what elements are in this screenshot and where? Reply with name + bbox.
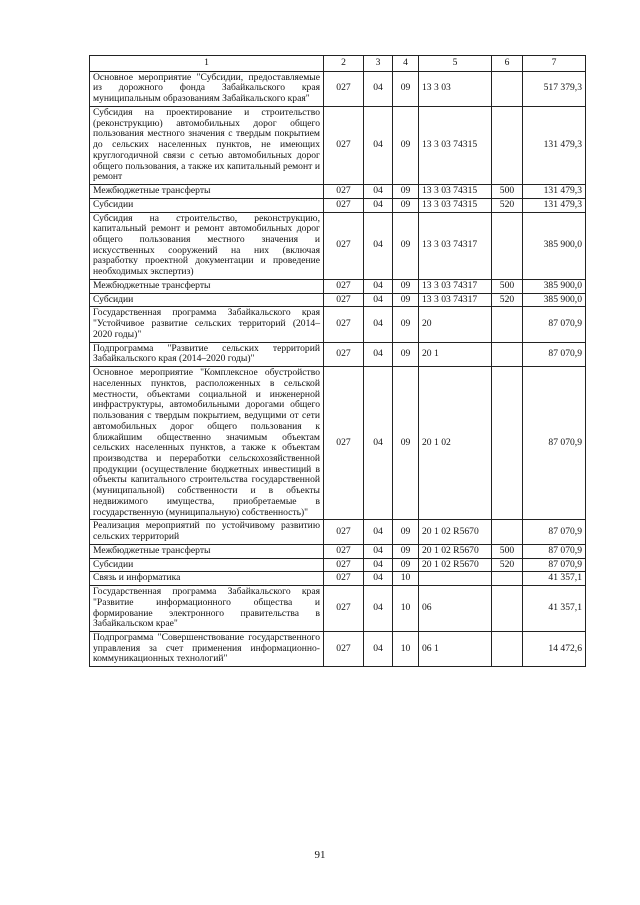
row-name-cell: Подпрограмма "Развитие сельских территорий Забайкальского края (2014–2020 годы)" (90, 342, 324, 366)
row-name-cell: Субсидии (90, 198, 324, 212)
column-header: 3 (364, 56, 393, 72)
row-name-cell: Субсидия на строительство, реконструкцию, капитальный ремонт и ремонт автомобильных дорог общего пользования местного значения и искусственных сооружений на них (включая разработку проектной документации и проведение необходимых экспертиз) (90, 212, 324, 279)
target-item-code-cell (419, 572, 492, 586)
table-header-row (90, 56, 586, 72)
subsection-code-cell: 09 (393, 307, 419, 342)
subsection-code-cell: 10 (393, 572, 419, 586)
row-name-cell: Связь и информатика (90, 572, 324, 586)
row-name-cell: Субсидии (90, 293, 324, 307)
budget-table (89, 55, 586, 667)
target-item-code-cell: 13 3 03 74315 (419, 198, 492, 212)
target-item-code-cell: 20 (419, 307, 492, 342)
amount-cell: 517 379,3 (523, 71, 586, 106)
column-header: 1 (90, 56, 324, 72)
amount-cell: 131 479,3 (523, 198, 586, 212)
section-code-cell: 04 (364, 572, 393, 586)
amount-cell: 385 900,0 (523, 212, 586, 279)
section-code-cell: 04 (364, 307, 393, 342)
subsection-code-cell: 10 (393, 631, 419, 666)
table-row (90, 520, 586, 544)
amount-cell: 87 070,9 (523, 342, 586, 366)
table-row (90, 544, 586, 558)
section-code-cell: 04 (364, 631, 393, 666)
target-item-code-cell: 13 3 03 74317 (419, 293, 492, 307)
table-row (90, 71, 586, 106)
expense-type-code-cell: 520 (492, 293, 523, 307)
grbs-code-cell: 027 (324, 558, 364, 572)
target-item-code-cell: 13 3 03 74317 (419, 212, 492, 279)
target-item-code-cell: 13 3 03 74317 (419, 279, 492, 293)
subsection-code-cell: 09 (393, 185, 419, 199)
table-row (90, 198, 586, 212)
subsection-code-cell: 09 (393, 342, 419, 366)
section-code-cell: 04 (364, 106, 393, 184)
grbs-code-cell: 027 (324, 279, 364, 293)
amount-cell: 87 070,9 (523, 544, 586, 558)
subsection-code-cell: 09 (393, 279, 419, 293)
amount-cell: 87 070,9 (523, 558, 586, 572)
grbs-code-cell: 027 (324, 586, 364, 632)
subsection-code-cell: 09 (393, 71, 419, 106)
table-row (90, 212, 586, 279)
row-name-cell: Основное мероприятие "Субсидии, предоставляемые из дорожного фонда Забайкальского края муниципальным образованиям Забайкальского края" (90, 71, 324, 106)
target-item-code-cell: 06 (419, 586, 492, 632)
row-name-cell: Государственная программа Забайкальского края "Устойчивое развитие сельских территорий (2014–2020 годы)" (90, 307, 324, 342)
amount-cell: 87 070,9 (523, 520, 586, 544)
section-code-cell: 04 (364, 185, 393, 199)
column-header: 7 (523, 56, 586, 72)
subsection-code-cell: 09 (393, 544, 419, 558)
expense-type-code-cell (492, 71, 523, 106)
row-name-cell: Основное мероприятие "Комплексное обустройство населенных пунктов, расположенных в сельской местности, объектами социальной и инженерной инфраструктуры, автомобильными дорогами общего пользования с твердым покрытием, ведущими от сети автомобильных дорог общего пользования к ближайшим общественно значимым объектам сельских населенных пунктов, а также к объектам производства и переработки сельскохозяйственной продукции (осуществление бюджетных инвестиций в объекты капитального строительства государственной (муниципальной) собственности и в объекты недвижимого имущества, приобретаемые в государственную (муниципальную) собственность)" (90, 367, 324, 520)
amount-cell: 385 900,0 (523, 293, 586, 307)
section-code-cell: 04 (364, 520, 393, 544)
subsection-code-cell: 09 (393, 293, 419, 307)
amount-cell: 87 070,9 (523, 367, 586, 520)
grbs-code-cell: 027 (324, 106, 364, 184)
section-code-cell: 04 (364, 342, 393, 366)
grbs-code-cell: 027 (324, 631, 364, 666)
table-row (90, 572, 586, 586)
section-code-cell: 04 (364, 198, 393, 212)
row-name-cell: Межбюджетные трансферты (90, 279, 324, 293)
amount-cell: 385 900,0 (523, 279, 586, 293)
table-row (90, 106, 586, 184)
section-code-cell: 04 (364, 212, 393, 279)
target-item-code-cell: 06 1 (419, 631, 492, 666)
page-number: 91 (314, 849, 326, 861)
expense-type-code-cell (492, 307, 523, 342)
table-row (90, 367, 586, 520)
expense-type-code-cell: 500 (492, 279, 523, 293)
grbs-code-cell: 027 (324, 198, 364, 212)
row-name-cell: Подпрограмма "Совершенствование государственного управления за счет применения информационно-коммуникационных технологий" (90, 631, 324, 666)
expense-type-code-cell (492, 342, 523, 366)
subsection-code-cell: 09 (393, 212, 419, 279)
section-code-cell: 04 (364, 558, 393, 572)
table-row (90, 558, 586, 572)
expense-type-code-cell (492, 572, 523, 586)
amount-cell: 41 357,1 (523, 586, 586, 632)
row-name-cell: Субсидия на проектирование и строительство (реконструкцию) автомобильных дорог общего пользования местного значения с твердым покрытием до сельских населенных пунктов, не имеющих круглогодичной связи с сетью автомобильных дорог общего пользования, а также их капитальный ремонт и ремонт (90, 106, 324, 184)
grbs-code-cell: 027 (324, 293, 364, 307)
table-row (90, 631, 586, 666)
grbs-code-cell: 027 (324, 71, 364, 106)
subsection-code-cell: 09 (393, 558, 419, 572)
target-item-code-cell: 20 1 02 (419, 367, 492, 520)
target-item-code-cell: 20 1 (419, 342, 492, 366)
target-item-code-cell: 20 1 02 R5670 (419, 558, 492, 572)
grbs-code-cell: 027 (324, 544, 364, 558)
table-row (90, 185, 586, 199)
subsection-code-cell: 10 (393, 586, 419, 632)
expense-type-code-cell (492, 106, 523, 184)
grbs-code-cell: 027 (324, 342, 364, 366)
subsection-code-cell: 09 (393, 367, 419, 520)
expense-type-code-cell (492, 212, 523, 279)
section-code-cell: 04 (364, 293, 393, 307)
expense-type-code-cell: 520 (492, 558, 523, 572)
expense-type-code-cell: 520 (492, 198, 523, 212)
row-name-cell: Субсидии (90, 558, 324, 572)
grbs-code-cell: 027 (324, 520, 364, 544)
section-code-cell: 04 (364, 586, 393, 632)
target-item-code-cell: 20 1 02 R5670 (419, 544, 492, 558)
grbs-code-cell: 027 (324, 367, 364, 520)
subsection-code-cell: 09 (393, 106, 419, 184)
row-name-cell: Государственная программа Забайкальского края "Развитие информационного общества и формирование электронного правительства в Забайкальском крае" (90, 586, 324, 632)
table-row (90, 342, 586, 366)
column-header: 4 (393, 56, 419, 72)
subsection-code-cell: 09 (393, 198, 419, 212)
amount-cell: 41 357,1 (523, 572, 586, 586)
target-item-code-cell: 13 3 03 (419, 71, 492, 106)
amount-cell: 14 472,6 (523, 631, 586, 666)
table-row (90, 293, 586, 307)
amount-cell: 87 070,9 (523, 307, 586, 342)
column-header: 5 (419, 56, 492, 72)
expense-type-code-cell (492, 520, 523, 544)
section-code-cell: 04 (364, 279, 393, 293)
subsection-code-cell: 09 (393, 520, 419, 544)
grbs-code-cell: 027 (324, 572, 364, 586)
row-name-cell: Межбюджетные трансферты (90, 185, 324, 199)
grbs-code-cell: 027 (324, 307, 364, 342)
table-row (90, 586, 586, 632)
target-item-code-cell: 20 1 02 R5670 (419, 520, 492, 544)
amount-cell: 131 479,3 (523, 106, 586, 184)
column-header: 6 (492, 56, 523, 72)
expense-type-code-cell (492, 631, 523, 666)
section-code-cell: 04 (364, 71, 393, 106)
section-code-cell: 04 (364, 367, 393, 520)
table-row (90, 279, 586, 293)
target-item-code-cell: 13 3 03 74315 (419, 106, 492, 184)
expense-type-code-cell (492, 367, 523, 520)
table-body (90, 71, 586, 666)
grbs-code-cell: 027 (324, 212, 364, 279)
amount-cell: 131 479,3 (523, 185, 586, 199)
row-name-cell: Реализация мероприятий по устойчивому развитию сельских территорий (90, 520, 324, 544)
section-code-cell: 04 (364, 544, 393, 558)
expense-type-code-cell: 500 (492, 185, 523, 199)
column-header: 2 (324, 56, 364, 72)
row-name-cell: Межбюджетные трансферты (90, 544, 324, 558)
table-row (90, 307, 586, 342)
target-item-code-cell: 13 3 03 74315 (419, 185, 492, 199)
expense-type-code-cell: 500 (492, 544, 523, 558)
expense-type-code-cell (492, 586, 523, 632)
grbs-code-cell: 027 (324, 185, 364, 199)
